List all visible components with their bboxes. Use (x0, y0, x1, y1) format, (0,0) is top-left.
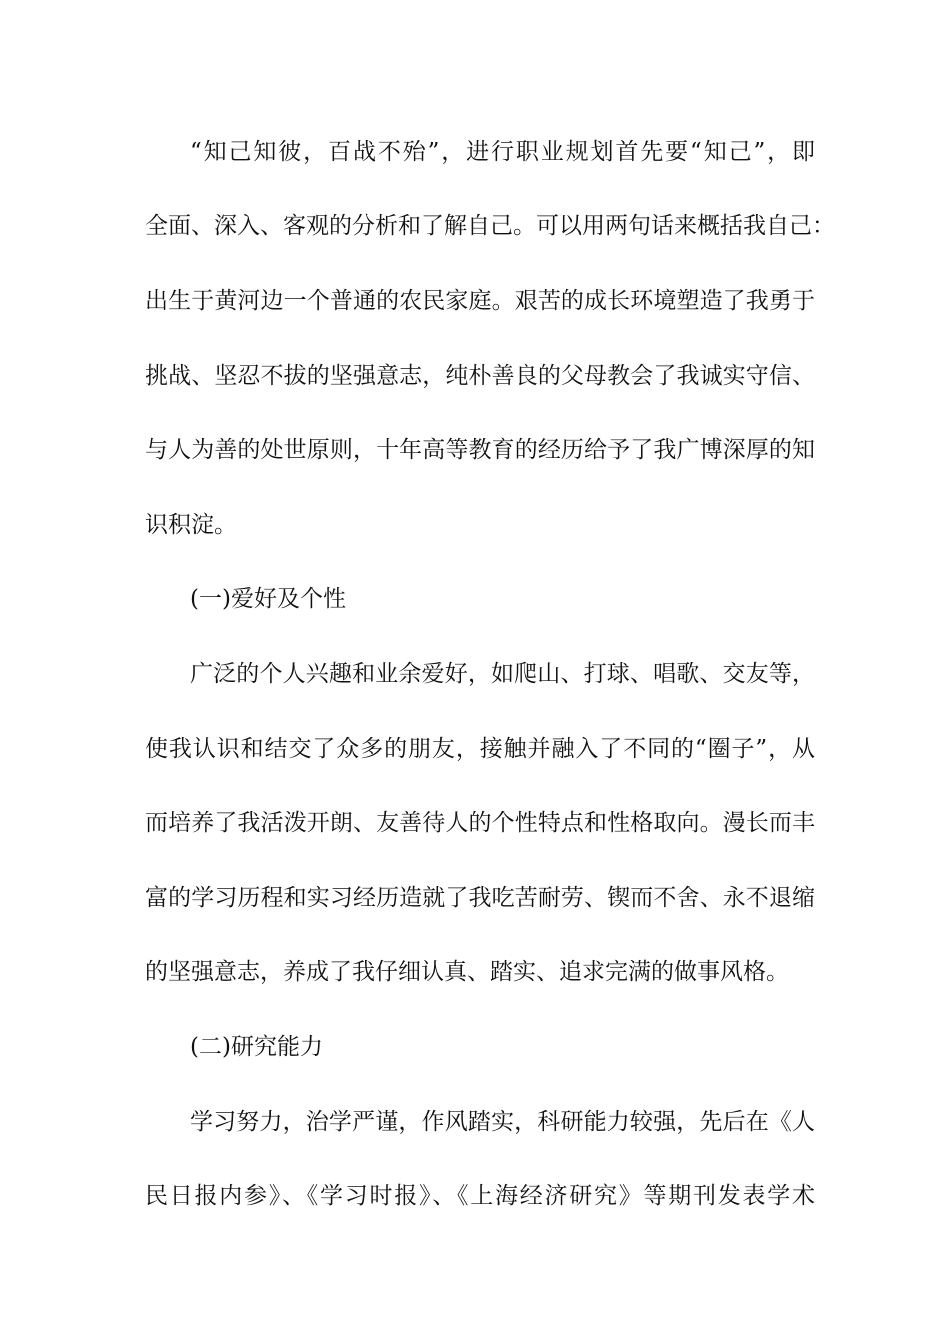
text-line: “知己知彼，百战不殆”，进行职业规划首先要“知己”，即 (190, 139, 815, 165)
text-line: 广泛的个人兴趣和业余爱好，如爬山、打球、唱歌、交友等， (190, 661, 815, 687)
text-line: 的坚强意志，养成了我仔细认真、踏实、追求完满的做事风格。 (145, 959, 789, 985)
text-line: 民日报内参》、《学习时报》、《上海经济研究》等期刊发表学术 (145, 1183, 815, 1209)
text-line: 富的学习历程和实习经历造就了我吃苦耐劳、锲而不舍、永不退缩 (145, 885, 815, 911)
text-line: 全面、深入、客观的分析和了解自己。可以用两句话来概括我自己： (145, 213, 835, 239)
text-line: 而培养了我活泼开朗、友善待人的个性特点和性格取向。漫长而丰 (145, 810, 815, 836)
text-line: 识积淀。 (145, 512, 237, 538)
text-line: 使我认识和结交了众多的朋友，接触并融入了不同的“圈子”，从 (145, 736, 815, 762)
section-heading: (一)爱好及个性 (190, 586, 346, 612)
text-line: 挑战、坚忍不拔的坚强意志，纯朴善良的父母教会了我诚实守信、 (145, 363, 815, 389)
text-line: 与人为善的处世原则，十年高等教育的经历给予了我广博深厚的知 (145, 437, 815, 463)
section-heading: (二)研究能力 (190, 1034, 323, 1060)
text-line: 学习努力，治学严谨，作风踏实，科研能力较强，先后在《人 (190, 1109, 815, 1135)
text-line: 出生于黄河边一个普通的农民家庭。艰苦的成长环境塑造了我勇于 (145, 288, 815, 314)
